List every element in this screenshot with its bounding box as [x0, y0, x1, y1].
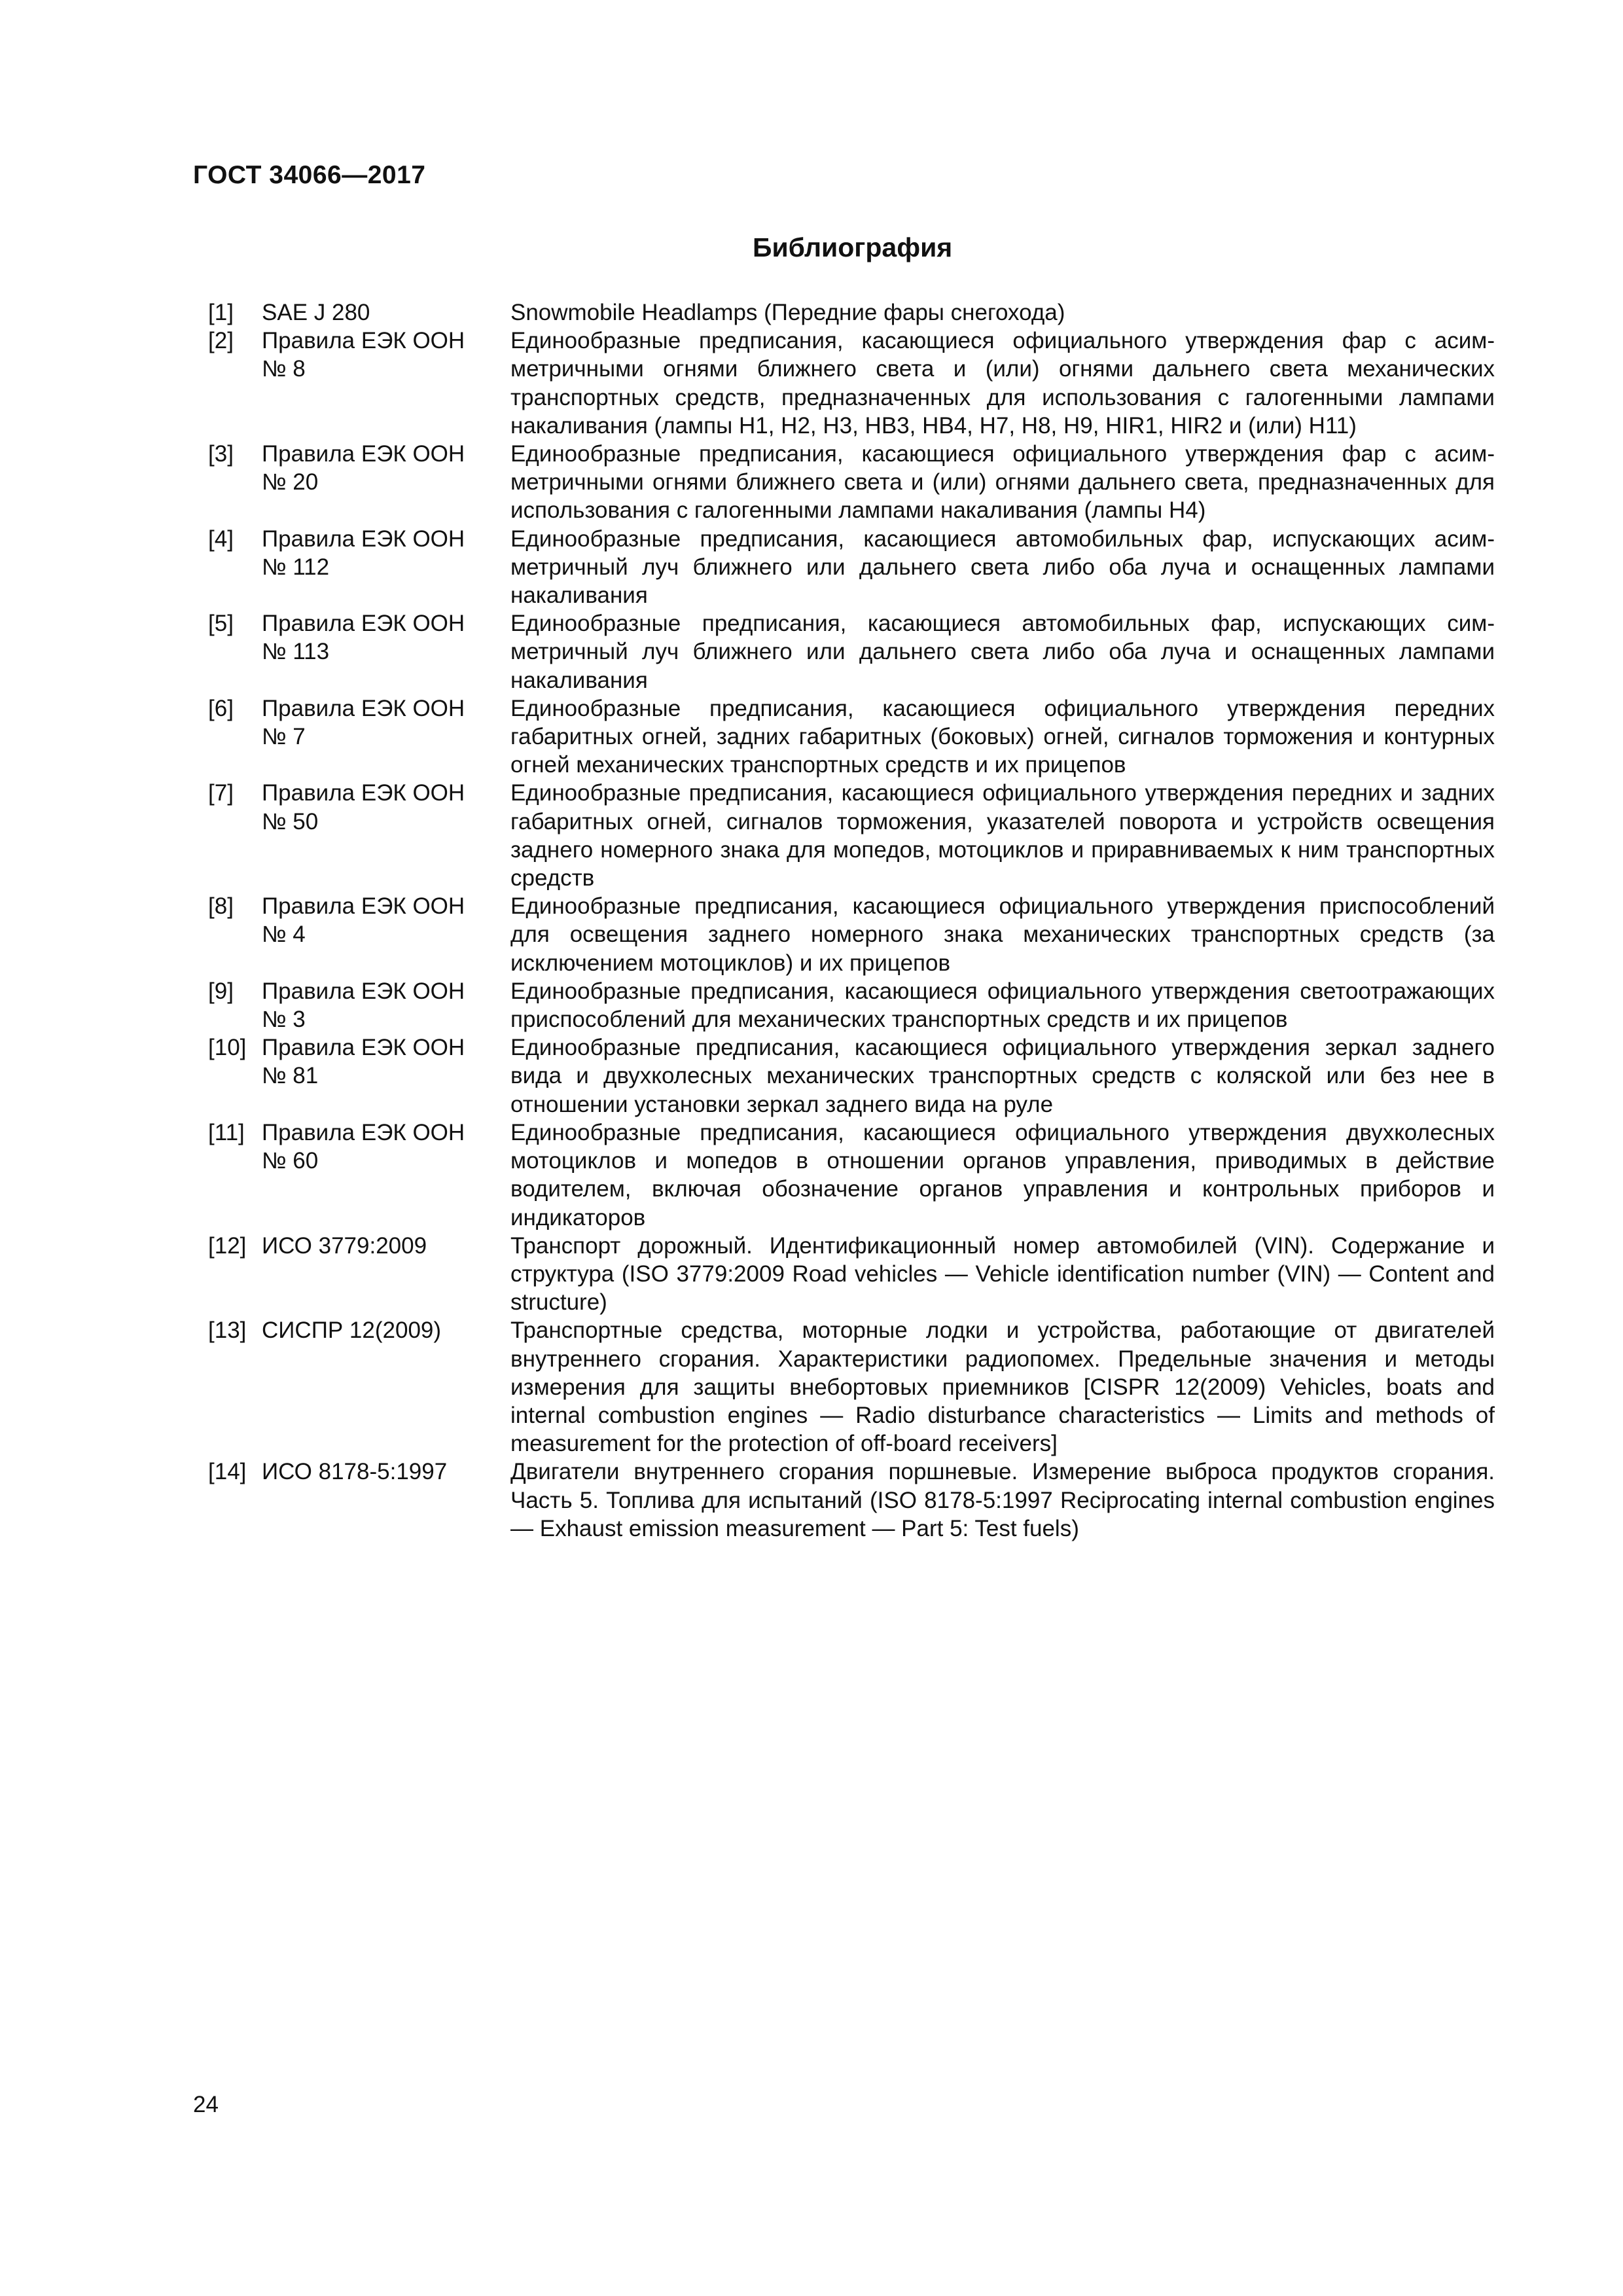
bibliography-entry-8	[208, 892, 1495, 977]
entry-source: ИСО 3779:2009	[262, 1232, 427, 1259]
entry-source: SAE J 280	[262, 300, 370, 325]
entry-source: Правила ЕЭК ООН № 8	[262, 328, 465, 382]
entry-number: [1]	[208, 300, 234, 325]
entry-description: Единообразные предписания, касающиеся официального утверждения двухколесных мотоциклов и мопедов в отношении органов управления, приводимых в действие водителем, включая обозначение органов управления и контрольных приборов и индикаторов	[510, 1119, 1495, 1230]
entry-source: Правила ЕЭК ООН № 7	[262, 695, 465, 750]
entry-description: Единообразные предписания, касающиеся официального утверждения передних и задних габаритных огней, сигналов торможения, указателей поворота и устройств освещения заднего номерного знака для мопедов, мотоциклов и приравниваемых к ним транспортных средств	[510, 780, 1495, 891]
entry-number: [2]	[208, 328, 234, 354]
entry-number: [13]	[208, 1318, 247, 1344]
bibliography-entry-9	[208, 977, 1495, 1033]
entry-description: Транспорт дорожный. Идентификационный номер автомобилей (VIN). Содержание и структура (ISO 3779:2009 Road vehicles — Vehicle identification number (VIN) — Content and structure)	[510, 1232, 1495, 1316]
entry-description: Двигатели внутреннего сгорания поршневые. Измерение выброса продуктов сгорания. Часть 5. Топлива для испытаний (ISO 8178-5:1997 Reciprocating internal combustion engines — Exhaust emission measurement — Part 5: Test fuels)	[510, 1459, 1495, 1541]
entry-source: Правила ЕЭК ООН № 50	[262, 780, 465, 834]
bibliography-entry-2	[208, 327, 1495, 440]
document-header: ГОСТ 34066—2017	[193, 161, 426, 189]
entry-number: [14]	[208, 1459, 247, 1485]
bibliography-entry-6	[208, 694, 1495, 780]
entry-source: Правила ЕЭК ООН № 4	[262, 893, 465, 948]
entry-number: [11]	[208, 1119, 245, 1145]
entry-description: Единообразные предписания, касающиеся официального утверждения светоотражающих приспособлений для механических транспортных средств и их прицепов	[510, 978, 1495, 1033]
page-number: 24	[193, 2092, 219, 2117]
entry-description: Единообразные предписания, касающиеся официального утверждения фар с асимметричными огнями ближнего света и (или) огнями дальнего света, предназначенных для использования с галогенными лампами накаливания (лампы H4)	[510, 441, 1495, 524]
entry-description: Единообразные предписания, касающиеся официального утверждения фар с асимметричными огнями ближнего света и (или) огнями дальнего света механических транспортных средств, предназначенных для использования с галогенными лампами накаливания (лампы H1, H2, H3, HB3, HB4, H7, H8, H9, HIR1, HIR2 и (или) H11)	[510, 328, 1495, 439]
entry-source: Правила ЕЭК ООН № 113	[262, 611, 465, 665]
entry-source: Правила ЕЭК ООН № 81	[262, 1035, 465, 1089]
entry-description: Единообразные предписания, касающиеся официального утверждения зеркал заднего вида и двухколесных механических транспортных средств с коляской или без нее в отношении установки зеркал заднего вида на руле	[510, 1035, 1495, 1117]
bibliography-entry-3	[208, 440, 1495, 525]
section-title: Библиография	[753, 232, 953, 262]
entry-source: СИСПР 12(2009)	[262, 1318, 442, 1344]
entry-number: [9]	[208, 978, 234, 1004]
bibliography-entry-13	[208, 1316, 1495, 1458]
entry-source: ИСО 8178-5:1997	[262, 1459, 448, 1485]
bibliography-entry-7	[208, 779, 1495, 892]
bibliography-entry-1	[208, 298, 1495, 327]
entry-description: Единообразные предписания, касающиеся автомобильных фар, испускающих симметричный луч ближнего или дальнего света либо оба луча и оснащенных лампами накаливания	[510, 611, 1495, 693]
entry-number: [10]	[208, 1035, 247, 1061]
bibliography-entry-12	[208, 1232, 1495, 1317]
entry-number: [3]	[208, 441, 234, 467]
entry-description: Snowmobile Headlamps (Передние фары снегохода)	[510, 300, 1065, 325]
entry-number: [7]	[208, 780, 234, 806]
entry-number: [6]	[208, 695, 234, 721]
entry-number: [4]	[208, 526, 234, 552]
bibliography-entry-10	[208, 1033, 1495, 1119]
bibliography-list	[208, 298, 1495, 1543]
entry-source: Правила ЕЭК ООН № 20	[262, 441, 465, 495]
entry-source: Правила ЕЭК ООН № 60	[262, 1119, 465, 1174]
entry-description: Единообразные предписания, касающиеся автомобильных фар, испускающих асимметричный луч ближнего или дальнего света либо оба луча и оснащенных лампами накаливания	[510, 526, 1495, 609]
entry-number: [12]	[208, 1232, 247, 1259]
entry-source: Правила ЕЭК ООН № 3	[262, 978, 465, 1033]
bibliography-entry-4	[208, 525, 1495, 610]
entry-description: Единообразные предписания, касающиеся официального утверждения передних габаритных огней, задних габаритных (боковых) огней, сигналов торможения и контурных огней механических транспортных средств и их прицепов	[510, 695, 1495, 778]
entry-number: [8]	[208, 893, 234, 920]
entry-description: Транспортные средства, моторные лодки и устройства, работающие от двигателей внутреннего сгорания. Характеристики радиопомех. Предельные значения и методы измерения для защиты внебортовых приемников [CISPR 12(2009) Vehicles, boats and internal combustion engines — Radio disturbance characteristics — Limits and methods of measurement for the protection of off-board receivers]	[510, 1318, 1495, 1457]
bibliography-entry-14	[208, 1458, 1495, 1543]
entry-number: [5]	[208, 611, 234, 637]
entry-description: Единообразные предписания, касающиеся официального утверждения приспособлений для освещения заднего номерного знака механических транспортных средств (за исключением мотоциклов) и их прицепов	[510, 893, 1495, 976]
entry-source: Правила ЕЭК ООН № 112	[262, 526, 465, 580]
bibliography-entry-11	[208, 1119, 1495, 1232]
bibliography-entry-5	[208, 609, 1495, 694]
